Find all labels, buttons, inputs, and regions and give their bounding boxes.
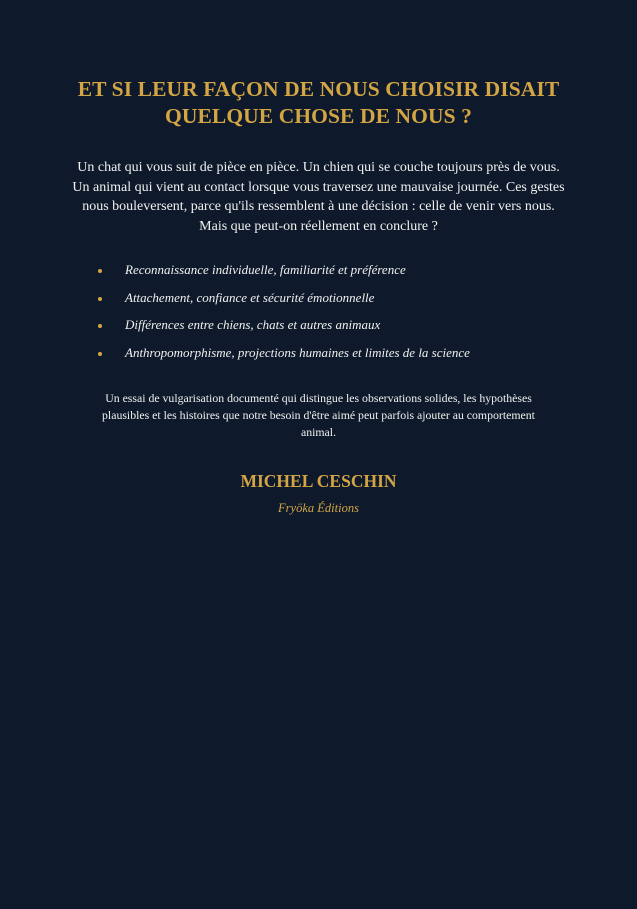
author-name: MICHEL CESCHIN: [240, 471, 397, 491]
summary-line: Un essai de vulgarisation documenté qui distingue les observations solides, les hypothèses: [105, 391, 532, 405]
intro-line: Mais que peut-on réellement en conclure ?: [199, 218, 438, 234]
summary-line: animal.: [300, 425, 337, 439]
intro-line: nous bouleversent, parce qu'ils ressemblent à une décision : celle de venir vers nous.: [82, 199, 555, 214]
intro-line: Un chat qui vous suit de pièce en pièce. Un chien qui se couche toujours près de vous.: [77, 160, 560, 175]
intro-line: Un animal qui vient au contact lorsque vous traversez une mauvaise journée. Ces gestes: [72, 179, 565, 195]
headline-line: ET SI LEUR FAÇON DE NOUS CHOISIR DISAIT: [77, 77, 560, 101]
intro-paragraph: [50, 158, 587, 236]
topic-list: [96, 261, 596, 371]
list-item-text: Reconnaissance individuelle, familiarité et préférence: [125, 262, 406, 277]
list-item: [96, 316, 596, 344]
headline: [40, 76, 597, 130]
summary-line: plausibles et les histoires que notre besoin d'être aimé peut parfois ajouter au comportement: [102, 408, 535, 422]
summary-paragraph: [60, 390, 577, 441]
list-item-text: Attachement, confiance et sécurité émotionnelle: [125, 289, 375, 305]
list-item: [96, 261, 596, 289]
bullet-dot-icon: [98, 297, 102, 301]
bullet-dot-icon: [98, 352, 102, 356]
list-item-text: Anthropomorphisme, projections humaines et limites de la science: [125, 344, 470, 360]
list-item: [96, 289, 596, 317]
bullet-dot-icon: [98, 269, 102, 273]
list-item: [96, 344, 596, 372]
bullet-dot-icon: [98, 324, 102, 328]
headline-line: QUELQUE CHOSE DE NOUS ?: [165, 104, 472, 128]
list-item-text: Différences entre chiens, chats et autres animaux: [125, 317, 381, 332]
publisher-name: Fryöka Éditions: [278, 501, 359, 515]
